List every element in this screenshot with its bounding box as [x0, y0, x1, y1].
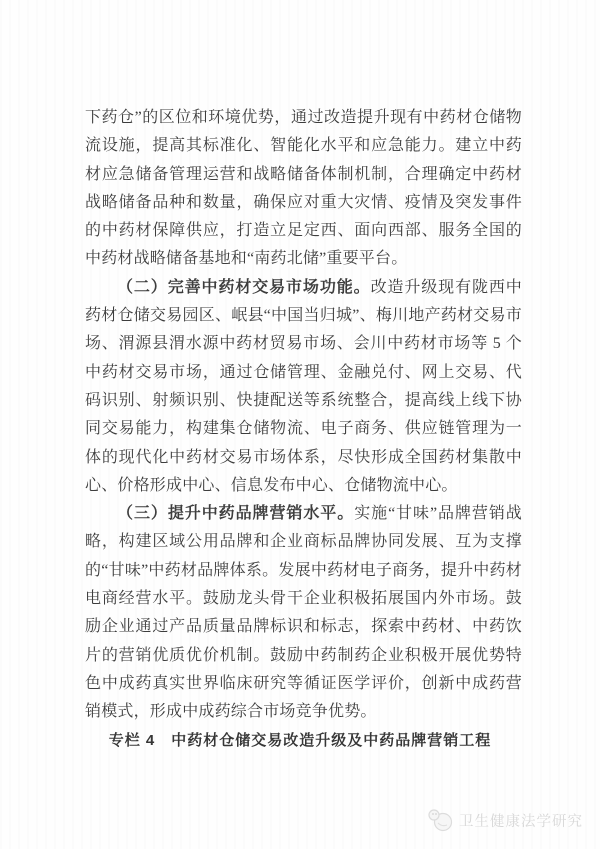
body-text — [85, 104, 522, 727]
paragraph-text: 下药仓”的区位和环境优势，通过改造提升现有中药材仓储物流设施，提高其标准化、智能化水平和应急能力。建立中药材应急储备管理运营和战略储备体制机制，合理确定中药材战略储备品种和数量，确保应对重大灾情、疫情及突发事件的中药材保障供应，打造立足定西、面向西部、服务全国的中药材战略储备基地和“南药北储”重要平台。 — [85, 109, 522, 268]
paragraph-lead: （二）完善中药材交易市场功能。 — [117, 278, 371, 296]
paragraph-lead: （三）提升中药品牌营销水平。 — [117, 505, 355, 523]
publisher-logo-icon — [426, 806, 454, 834]
paragraph-section-2 — [85, 274, 522, 500]
paragraph-continuation — [85, 104, 522, 274]
box-caption: 专栏 4 中药材仓储交易改造升级及中药品牌营销工程 — [108, 732, 492, 749]
watermark-label: 卫生健康法学研究 — [459, 813, 583, 830]
watermark — [426, 806, 583, 834]
paragraph-text: 改造升级现有陇西中药材仓储交易园区、岷县“中国当归城”、梅川地产药材交易市场、渭源县渭水源中药材贸易市场、会川中药材市场等 5 个中药材交易市场，通过仓储管理、金融兑付、网上交易、代码识别、射频识别、快捷配送等系统整合，提高线上线下协同交易能力，构建集仓储物流、电子商务、供应链管理为一体的现代化中药材交易市场体系，尽快形成全国药材集散中心、价格形成中心、信息发布中心、仓储物流中心。 — [85, 278, 522, 494]
paragraph-text: 实施“甘味”品牌营销战略，构建区域公用品牌和企业商标品牌协同发展、互为支撑的“甘味”中药材品牌体系。发展中药材电子商务，提升中药材电商经营水平。鼓励龙头骨干企业积极拓展国内外市场。鼓励企业通过产品质量品牌标识和标志，探索中药材、中药饮片的营销优质优价机制。鼓励中药制药企业积极开展优势特色中成药真实世界临床研究等循证医学评价，创新中成药营销模式，形成中成药综合市场竞争优势。 — [85, 505, 522, 721]
paragraph-section-3 — [85, 500, 522, 726]
